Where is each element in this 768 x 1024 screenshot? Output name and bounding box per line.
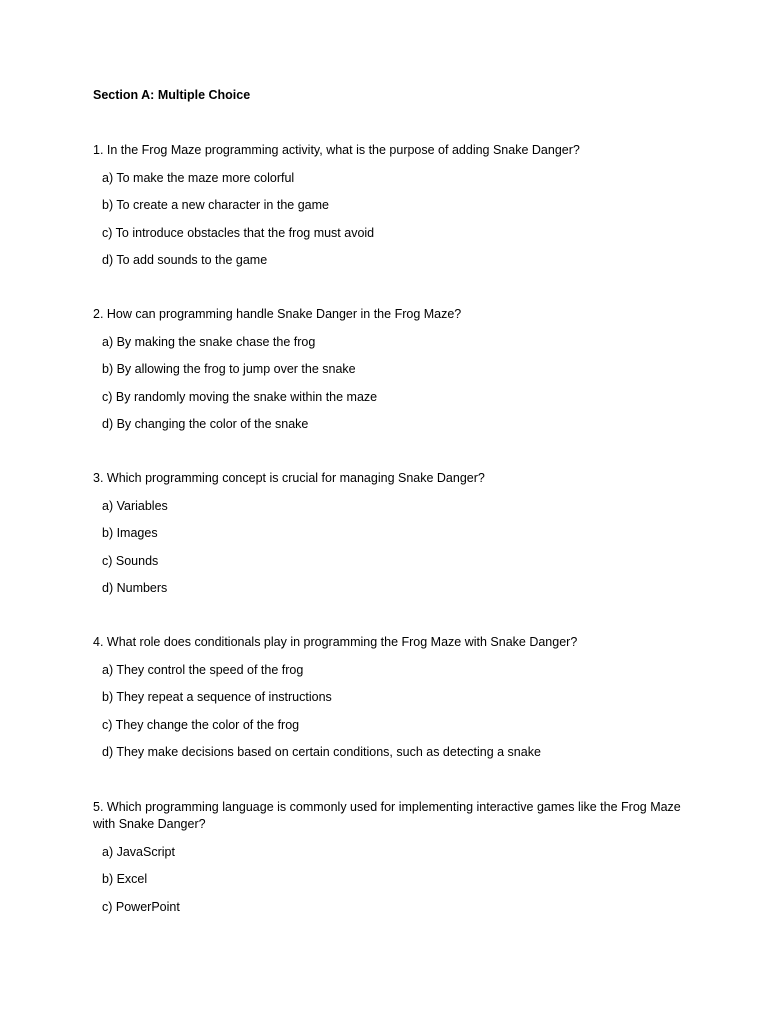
question-text: 4. What role does conditionals play in programming the Frog Maze with Snake Danger? bbox=[93, 635, 578, 649]
option-d: d) Numbers bbox=[102, 581, 168, 595]
question-text: 5. Which programming language is commonly used for implementing interactive games like the Frog Maze with Snake Danger? bbox=[93, 800, 681, 831]
question-3 bbox=[93, 470, 683, 597]
option-a: a) JavaScript bbox=[102, 844, 175, 859]
option-b: b) They repeat a sequence of instructions bbox=[102, 690, 332, 704]
option-list bbox=[93, 662, 683, 762]
option-c: c) By randomly moving the snake within the maze bbox=[102, 389, 378, 404]
option-a: a) Variables bbox=[102, 498, 168, 513]
option-b: b) Images bbox=[102, 526, 158, 540]
option-d: d) They make decisions based on certain conditions, such as detecting a snake bbox=[102, 745, 541, 759]
option-a: a) They control the speed of the frog bbox=[102, 662, 304, 677]
option-b: b) To create a new character in the game bbox=[102, 198, 329, 212]
question-2 bbox=[93, 306, 683, 433]
option-c: c) PowerPoint bbox=[102, 899, 180, 914]
option-d: d) By changing the color of the snake bbox=[102, 417, 309, 431]
question-text: 2. How can programming handle Snake Danger in the Frog Maze? bbox=[93, 307, 462, 321]
question-text: 3. Which programming concept is crucial for managing Snake Danger? bbox=[93, 471, 485, 485]
option-a: a) To make the maze more colorful bbox=[102, 170, 295, 185]
option-b: b) By allowing the frog to jump over the snake bbox=[102, 362, 356, 376]
option-c: c) To introduce obstacles that the frog must avoid bbox=[102, 225, 375, 240]
section-title: Section A: Multiple Choice bbox=[93, 88, 251, 102]
option-a: a) By making the snake chase the frog bbox=[102, 334, 316, 349]
question-5 bbox=[93, 799, 683, 916]
option-list bbox=[93, 334, 683, 434]
option-d: d) To add sounds to the game bbox=[102, 253, 268, 267]
option-list bbox=[93, 844, 683, 916]
question-text: 1. In the Frog Maze programming activity, what is the purpose of adding Snake Danger? bbox=[93, 143, 580, 157]
question-4 bbox=[93, 634, 683, 761]
option-list bbox=[93, 498, 683, 598]
question-1 bbox=[93, 142, 683, 269]
option-list bbox=[93, 170, 683, 270]
option-c: c) They change the color of the frog bbox=[102, 717, 300, 732]
option-c: c) Sounds bbox=[102, 553, 159, 568]
option-b: b) Excel bbox=[102, 872, 148, 886]
